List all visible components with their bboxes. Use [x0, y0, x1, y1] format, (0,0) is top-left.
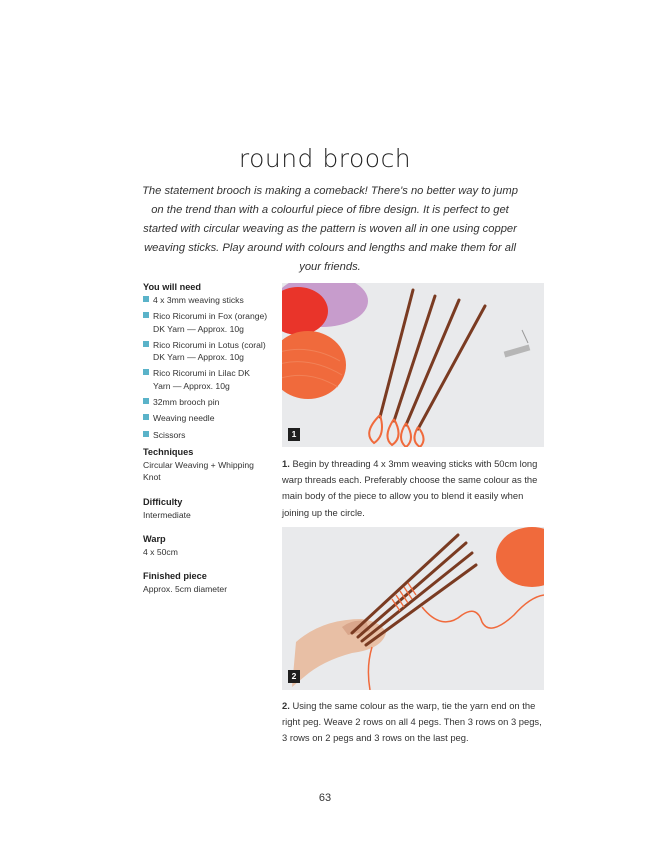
- square-bullet-icon: [143, 369, 149, 375]
- step-1-photo: [282, 283, 544, 447]
- materials-sidebar: [143, 282, 268, 608]
- step-1-text: Begin by threading 4 x 3mm weaving sticks with 50cm long warp threads each. Preferably choose the same colour as the main body of the piece to allow you to blend it easily when joining up the circle.: [282, 458, 538, 518]
- list-item: 4 x 3mm weaving sticks: [143, 294, 268, 306]
- warp-heading: Warp: [143, 533, 166, 544]
- square-bullet-icon: [143, 414, 149, 420]
- square-bullet-icon: [143, 431, 149, 437]
- list-item: Rico Ricorumi in Lilac DK Yarn — Approx. 10g: [143, 367, 268, 392]
- square-bullet-icon: [143, 296, 149, 302]
- techniques-heading: Techniques: [143, 446, 194, 457]
- page-title: round brooch: [238, 144, 412, 173]
- square-bullet-icon: [143, 312, 149, 318]
- finished-piece-text: Approx. 5cm diameter: [143, 584, 228, 595]
- square-bullet-icon: [143, 341, 149, 347]
- list-item: 32mm brooch pin: [143, 396, 268, 408]
- warp-text: 4 x 50cm: [143, 546, 178, 557]
- step-1-caption: [282, 456, 544, 521]
- square-bullet-icon: [143, 398, 149, 404]
- step-2-text: Using the same colour as the warp, tie the yarn end on the right peg. Weave 2 rows on all 4 pegs. Then 3 rows on 3 pegs, 3 rows on 2 pegs and 3 rows on the last peg.: [282, 700, 542, 744]
- list-item: Weaving needle: [143, 412, 268, 424]
- difficulty-heading: Difficulty: [143, 496, 183, 507]
- you-will-need-heading: You will need: [143, 282, 202, 292]
- list-item: Rico Ricorumi in Fox (orange) DK Yarn — Approx. 10g: [143, 310, 268, 335]
- page-number: 63: [318, 792, 332, 804]
- step-1-number: 1.: [282, 458, 290, 469]
- materials-list: [143, 294, 268, 441]
- list-item: Rico Ricorumi in Lotus (coral) DK Yarn — Approx. 10g: [143, 339, 268, 364]
- step-1-number-badge: 1: [288, 428, 300, 441]
- step-2-number: 2.: [282, 700, 290, 711]
- step-2-number-badge: 2: [288, 670, 300, 683]
- techniques-text: Circular Weaving + Whipping Knot: [143, 459, 254, 483]
- step-2-photo: [282, 527, 544, 690]
- finished-piece-heading: Finished piece: [143, 571, 207, 582]
- step-2-caption: [282, 698, 544, 747]
- list-item: Scissors: [143, 429, 268, 441]
- intro-paragraph: The statement brooch is making a comeback! There's no better way to jump on the trend than with a colourful piece of fibre design. It is perfect to get started with circular weaving as the pattern is woven all in one using copper weaving sticks. Play around with colours and lengths and make them for all your friends.: [142, 185, 518, 273]
- difficulty-text: Intermediate: [143, 509, 191, 520]
